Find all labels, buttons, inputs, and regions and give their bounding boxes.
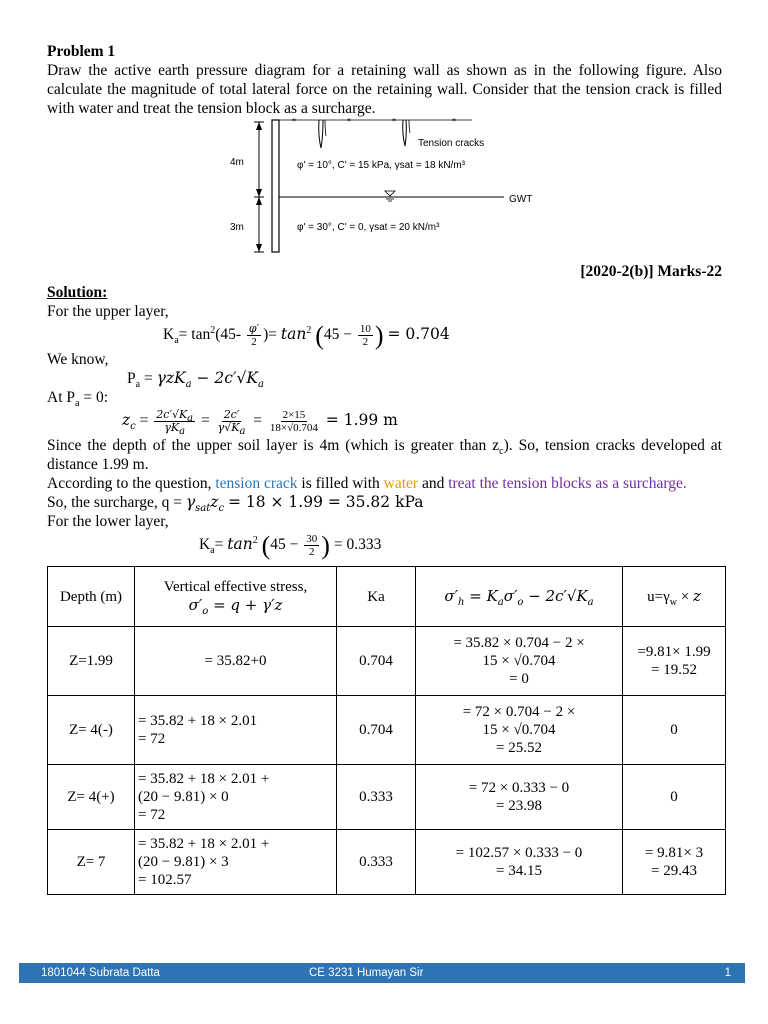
problem-text: Draw the active earth pressure diagram for a retaining wall as shown as in the following figure. Also calculate the magnitude of total lateral force on the retaining wall. Consider that the tension crack is filled with water and treat the tension block as a surcharge. [47,62,722,117]
depth-upper-label: 4m [230,157,244,168]
table-row: Z= 4(+) = 35.82 + 18 × 2.01 + (20 − 9.81) × 0 = 72 0.333 = 72 × 0.333 − 0 = 23.98 0 [48,765,726,830]
we-know-text: We know, [47,351,109,368]
header-vertical-stress: Vertical effective stress, $\sigma'_o = q + \gamma'z$ [135,567,337,627]
svg-text:*: * [392,118,396,126]
footer-student: 1801044 Subrata Datta [41,967,160,979]
according-text: According to the question, tension crack is filled with water and treat the tension blocks as a surcharge. [47,475,687,492]
svg-text:*: * [452,118,456,126]
since-text: Since the depth of the upper soil layer is 4m (which is greater than $z_c$). So, tension cracks developed at distance 1.99 m. [47,437,722,473]
ka-lower-equation: $K_a= \tan^2 (45$ − $\frac{30}{2}$ ) = 0.333 [199,531,382,560]
lower-layer-props: φ' = 30°, C' = 0, γsat = 20 kN/m³ [297,222,440,233]
problem-title: Problem 1 [47,43,116,60]
at-pa-zero: At $P_a = 0$: [47,389,109,410]
depth-lower-label: 3m [230,222,244,233]
header-lateral-stress: $\sigma'_h = K_a\sigma'_o - 2c'√K_a$ [416,567,623,627]
ka-upper-result: = 0.704 [387,325,450,344]
header-depth: Depth (m) [48,567,135,627]
pa-equation: $P_a = \gamma zK_a - 2c'√K_a$ [127,369,264,391]
tension-cracks-label: Tension cracks [418,138,485,149]
table-row: Z= 4(-) = 35.82 + 18 × 2.01 = 72 0.704 = 72 × 0.704 − 2 × 15 × √0.704 = 25.52 0 [48,696,726,765]
page-footer [19,963,745,983]
ka-upper-equation: $K_a= \tan^2(45-$ $\frac{\varphi'}{2}$ )= $\tan^2 (45$ − $\frac{10}{2}$ ) = 0.704 [163,321,450,350]
gwt-label: GWT [509,194,533,205]
table-header-row [48,567,726,627]
svg-text:*: * [347,118,351,126]
zc-equation: $z_c$ = $\frac{2c'√K_a}{\gamma K_a}$ = $\frac{2c'}{\gamma√K_a}$ = $\frac{2\times 15}{18\times√0.704}$ = 1.99 m [122,408,398,438]
page-content [47,42,722,895]
exam-reference: [2020-2(b)] Marks-22 [580,263,722,280]
stress-table [47,566,726,895]
footer-page-number: 1 [724,967,731,979]
svg-text:*: * [292,118,296,126]
retaining-wall-figure [222,118,542,258]
lower-layer-intro: For the lower layer, [47,513,169,530]
upper-layer-props: φ' = 10°, C' = 15 kPa, γsat = 18 kN/m³ [297,160,465,171]
wall-diagram [222,118,542,258]
header-pore-pressure: $u=\gamma_w \times z$ [623,567,726,627]
table-row: Z=1.99 = 35.82+0 0.704 = 35.82 × 0.704 − 2 × 15 × √0.704 = 0 =9.81× 1.99 = 19.52 [48,627,726,696]
upper-layer-intro: For the upper layer, [47,303,169,320]
zc-result: = 1.99 m [325,411,398,430]
table-row: Z= 7 = 35.82 + 18 × 2.01 + (20 − 9.81) × 3 = 102.57 0.333 = 102.57 × 0.333 − 0 = 34.15 = 9.81× 3 = 29.43 [48,830,726,895]
solution-heading: Solution: [47,284,108,301]
ka-lower-result: = 0.333 [333,536,382,554]
footer-course: CE 3231 Humayan Sir [309,967,424,979]
header-ka: Ka [337,567,416,627]
surcharge-line: So, the surcharge, $q = \gamma_{sat}z_c = 18 \times 1.99 = 35.82$ kPa [47,493,424,515]
